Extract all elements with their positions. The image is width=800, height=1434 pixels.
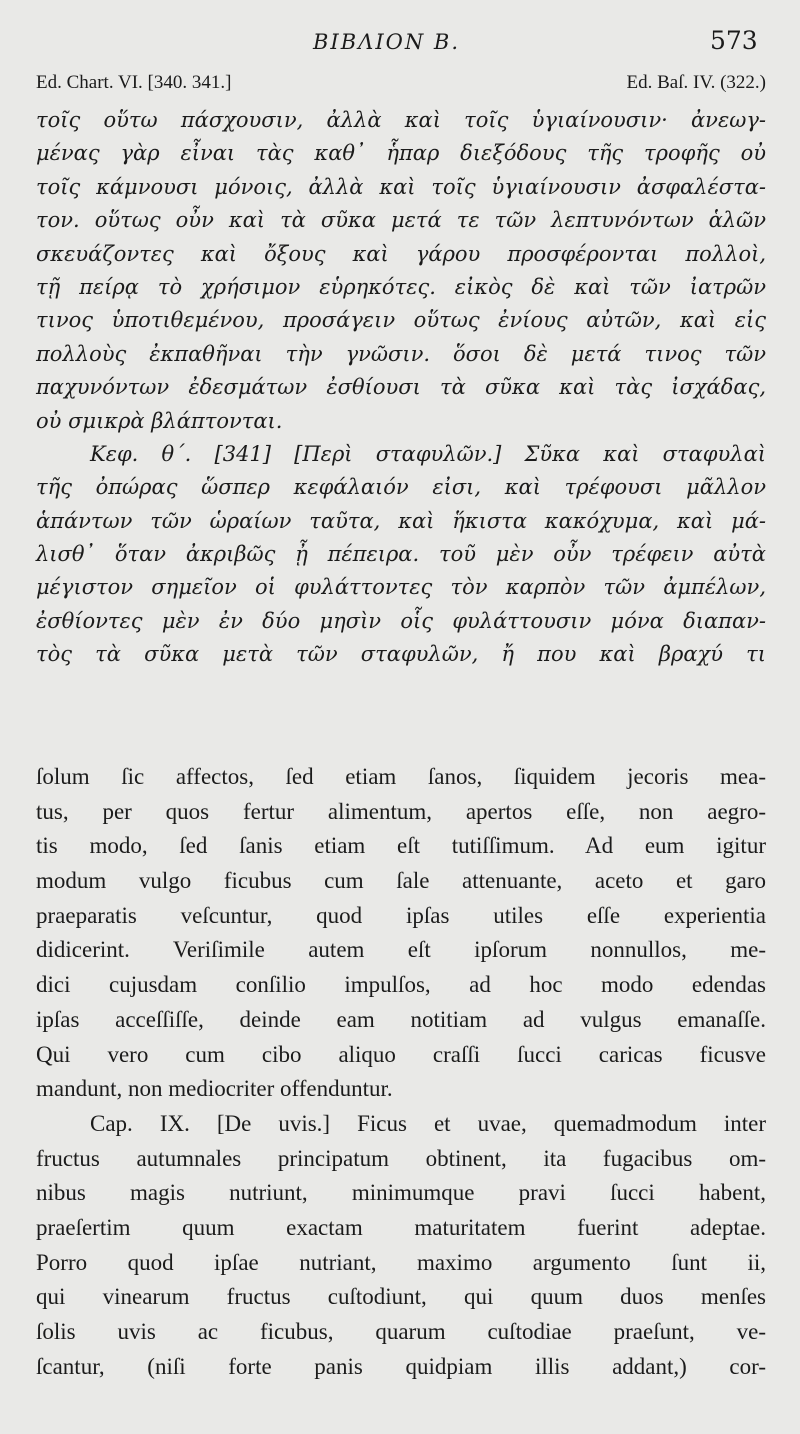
latin-line: ipſas acceſſiſſe, deinde eam notitiam ad vulgus emanaſſe.	[36, 1006, 766, 1032]
greek-line: ἁπάντων τῶν ὡραίων ταῦτα, καὶ ἥκιστα κακόχυμα, καὶ μά-	[36, 508, 766, 533]
greek-line: τῇ πείρᾳ τὸ χρήσιμον εὑρηκότες. εἰκὸς δὲ καὶ τῶν ἰατρῶν	[36, 274, 766, 299]
greek-line: μέγιστον σημεῖον οἱ φυλάττοντες τὸν καρπὸν τῶν ἀμπέλων,	[36, 575, 766, 600]
book-title: BIBΛION B.	[313, 30, 460, 54]
greek-line: τοῖς οὕτω πάσχουσιν, ἀλλὰ καὶ τοῖς ὑγιαίνουσιν· ἀνεωγ-	[36, 108, 766, 132]
greek-line: τινος ὑποτιθεμένου, προσάγειν οὕτως ἐνίους αὐτῶν, καὶ εἰς	[36, 308, 766, 333]
latin-line: modum vulgo ficubus cum ſale attenuante, aceto et garo	[36, 868, 766, 894]
greek-line: τοῖς κάμνουσι μόνοις, ἀλλὰ καὶ τοῖς ὑγιαίνουσιν ἀσφαλέστα-	[36, 174, 766, 199]
greek-line: τον. οὕτως οὖν καὶ τὰ σῦκα μετά τε τῶν λεπτυνόντων ἁλῶν	[36, 208, 766, 233]
edition-chartier-reference: Ed. Chart. VI. [340. 341.]	[36, 72, 232, 93]
latin-line: nibus magis nutriunt, minimumque pravi ſucci habent,	[36, 1180, 766, 1206]
latin-line: tis modo, ſed ſanis etiam eſt tutiſſimum. Ad eum igitur	[36, 833, 766, 859]
running-head	[0, 22, 800, 62]
latin-line: praeſertim quum exactam maturitatem fuerint adeptae.	[36, 1214, 766, 1240]
latin-line: didicerint. Veriſimile autem eſt ipſorum nonnullos, me-	[36, 937, 766, 963]
latin-line: dici cujusdam conſilio impulſos, ad hoc modo edendas	[36, 972, 766, 998]
edition-basel-reference: Ed. Baſ. IV. (322.)	[626, 72, 766, 93]
greek-line: τῆς ὀπώρας ὥσπερ κεφάλαιόν εἰσι, καὶ τρέφουσι μᾶλλον	[36, 475, 766, 500]
latin-line: praeparatis veſcuntur, quod ipſas utiles eſſe experientia	[36, 902, 766, 928]
latin-chapter-heading-line: Cap. IX. [De uvis.] Ficus et uvae, quemadmodum inter	[90, 1110, 766, 1136]
page-number: 573	[710, 26, 758, 55]
greek-line: ἐσθίοντες μὲν ἐν δύο μησὶν οἷς φυλάττουσιν μόνα διαπαν-	[36, 608, 766, 633]
latin-line: Qui vero cum cibo aliquo craſſi ſucci caricas ficusve	[36, 1041, 766, 1067]
greek-line: σκευάζοντες καὶ ὄξους καὶ γάρου προσφέρονται πολλοὶ,	[36, 241, 766, 266]
greek-chapter-heading-line: Κεφ. θ΄. [341] [Περὶ σταφυλῶν.] Σῦκα καὶ σταφυλαὶ	[90, 441, 766, 466]
latin-line: ſolis uvis ac ficubus, quarum cuſtodiae praeſunt, ve-	[36, 1319, 766, 1344]
greek-text-block	[36, 104, 766, 672]
greek-line: μένας γὰρ εἶναι τὰς καθ᾽ ἧπαρ διεξόδους τῆς τροφῆς οὐ	[36, 141, 766, 166]
greek-line: παχυνόντων ἐδεσμάτων ἐσθίουσι τὰ σῦκα καὶ τὰς ἰσχάδας,	[36, 375, 766, 400]
latin-line: Porro quod ipſae nutriant, maximo argumento ſunt ii,	[36, 1249, 766, 1275]
latin-line: mandunt, non mediocriter offenduntur.	[36, 1076, 393, 1102]
greek-line: οὐ σμικρὰ βλάπτονται.	[36, 408, 283, 433]
greek-line: λισθ᾽ ὅταν ἀκριβῶς ᾖ πέπειρα. τοῦ μὲν οὖν τρέφειν αὐτὰ	[36, 542, 766, 567]
latin-line: fructus autumnales principatum obtinent, ita fugacibus om-	[36, 1145, 766, 1171]
greek-line: τὸς τὰ σῦκα μετὰ τῶν σταφυλῶν, ἤ που καὶ βραχύ τι	[36, 642, 766, 667]
latin-line: tus, per quos fertur alimentum, apertos eſſe, non aegro-	[36, 798, 766, 824]
latin-line: qui vinearum fructus cuſtodiunt, qui quum duos menſes	[36, 1284, 766, 1310]
latin-line: ſolum ſic affectos, ſed etiam ſanos, ſiquidem jecoris mea-	[36, 764, 766, 789]
latin-text-block	[36, 760, 766, 1384]
edition-reference-line	[36, 72, 766, 102]
greek-line: πολλοὺς ἐκπαθῆναι τὴν γνῶσιν. ὅσοι δὲ μετά τινος τῶν	[36, 341, 766, 366]
latin-line: ſcantur, (niſi forte panis quidpiam illis addant,) cor-	[36, 1353, 766, 1379]
